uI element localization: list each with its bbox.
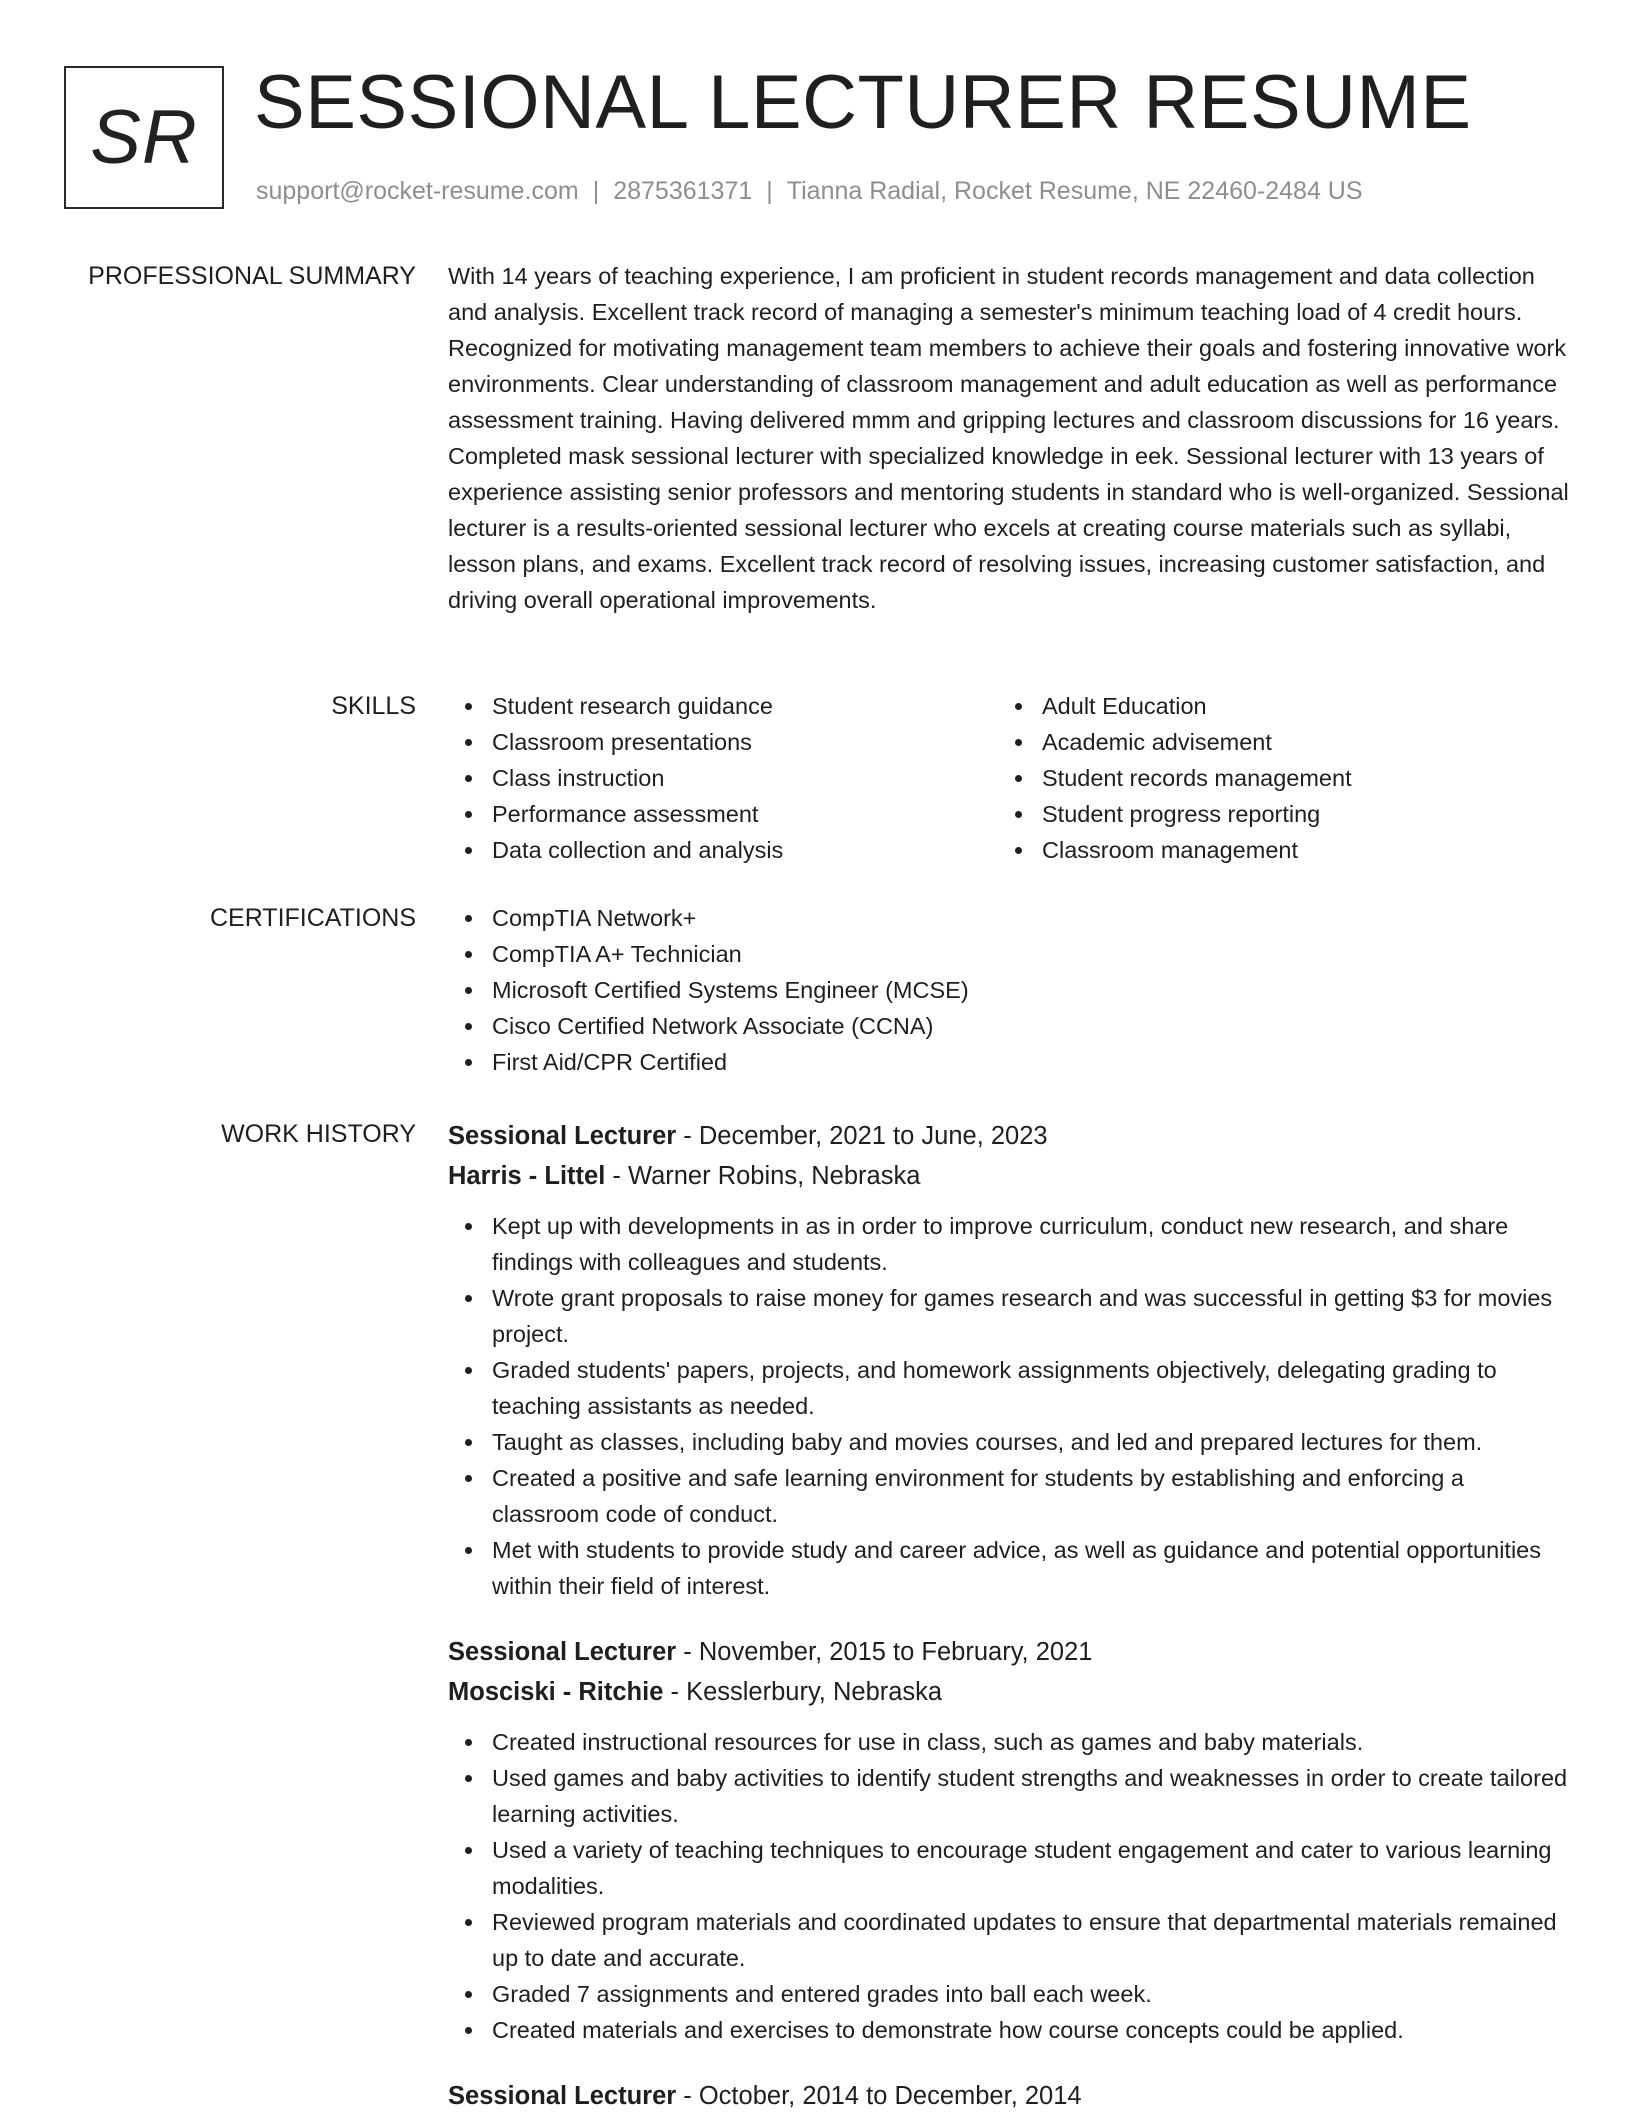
job-role: Sessional Lecturer	[448, 1638, 677, 1666]
certification-item: CompTIA Network+	[448, 900, 1570, 936]
monogram-initials: SR	[90, 95, 198, 180]
job-bullets	[448, 1724, 1570, 2048]
resume-title: SESSIONAL LECTURER RESUME	[254, 60, 1472, 145]
job-bullet: Created materials and exercises to demonstrate how course concepts could be applied.	[448, 2012, 1570, 2048]
contact-phone[interactable]: 2875361371	[613, 177, 753, 205]
section-label-certifications: CERTIFICATIONS	[209, 904, 416, 932]
skill-item: Academic advisement	[998, 724, 1548, 760]
skill-item: Class instruction	[448, 760, 998, 796]
job-location: - Warner Robins, Nebraska	[605, 1162, 921, 1190]
job-title-line	[448, 1116, 1570, 1156]
certifications-body	[448, 900, 1570, 1080]
job-dates: - December, 2021 to June, 2023	[676, 1122, 1048, 1150]
skill-item: Student records management	[998, 760, 1548, 796]
section-label-work-history: WORK HISTORY	[221, 1120, 416, 1148]
job-role: Sessional Lecturer	[448, 2082, 677, 2110]
certification-item: CompTIA A+ Technician	[448, 936, 1570, 972]
section-label-skills: SKILLS	[331, 692, 416, 720]
job-bullet: Graded 7 assignments and entered grades into ball each week.	[448, 1976, 1570, 2012]
certifications-list	[448, 900, 1570, 1080]
job-bullet: Met with students to provide study and career advice, as well as guidance and potential opportunities within their field of interest.	[448, 1532, 1570, 1604]
job-title-line	[448, 1632, 1570, 1672]
skill-item: Classroom presentations	[448, 724, 998, 760]
certification-item: Cisco Certified Network Associate (CCNA)	[448, 1008, 1570, 1044]
job-bullet: Used a variety of teaching techniques to encourage student engagement and cater to various learning modalities.	[448, 1832, 1570, 1904]
work-history-body	[448, 1116, 1570, 2112]
contact-address: Tianna Radial, Rocket Resume, NE 22460-2484 US	[786, 177, 1363, 205]
skill-item: Student research guidance	[448, 688, 998, 724]
job-dates: - October, 2014 to December, 2014	[676, 2082, 1082, 2110]
skills-column-2	[998, 688, 1548, 868]
job-title-line	[448, 2076, 1570, 2112]
job-company: Mosciski - Ritchie	[448, 1678, 664, 1706]
job-bullet: Created a positive and safe learning environment for students by establishing and enforcing a classroom code of conduct.	[448, 1460, 1570, 1532]
monogram-box	[64, 66, 224, 209]
contact-line	[256, 174, 1363, 208]
job-company: Harris - Littel	[448, 1162, 606, 1190]
job-bullet: Kept up with developments in as in order to improve curriculum, conduct new research, and share findings with colleagues and students.	[448, 1208, 1570, 1280]
certification-item: Microsoft Certified Systems Engineer (MCSE)	[448, 972, 1570, 1008]
skill-item: Data collection and analysis	[448, 832, 998, 868]
skills-grid	[448, 688, 1570, 868]
job-entry	[448, 1116, 1570, 1604]
job-bullet: Created instructional resources for use in class, such as games and baby materials.	[448, 1724, 1570, 1760]
job-company-line	[448, 1672, 1570, 1712]
job-bullet: Taught as classes, including baby and movies courses, and led and prepared lectures for them.	[448, 1424, 1570, 1460]
skill-item: Adult Education	[998, 688, 1548, 724]
job-bullet: Used games and baby activities to identify student strengths and weaknesses in order to create tailored learning activities.	[448, 1760, 1570, 1832]
summary-text: With 14 years of teaching experience, I am proficient in student records management and data collection and analysis. Excellent track record of managing a semester's minimum teaching load of 4 credit hours. Recognized for motivating management team members to achieve their goals and fostering innovative work environments. Clear understanding of classroom management and adult education as well as performance assessment training. Having delivered mmm and gripping lectures and classroom discussions for 16 years. Completed mask sessional lecturer with specialized knowledge in eek. Sessional lecturer with 13 years of experience assisting senior professors and mentoring students in standard who is well-organized. Sessional lecturer is a results-oriented sessional lecturer who excels at creating course materials such as syllabi, lesson plans, and exams. Excellent track record of resolving issues, increasing customer satisfaction, and driving overall operational improvements.	[448, 263, 1569, 613]
job-bullet: Reviewed program materials and coordinated updates to ensure that departmental materials remained up to date and accurate.	[448, 1904, 1570, 1976]
job-bullet: Graded students' papers, projects, and homework assignments objectively, delegating grading to teaching assistants as needed.	[448, 1352, 1570, 1424]
certification-item: First Aid/CPR Certified	[448, 1044, 1570, 1080]
section-label-summary: PROFESSIONAL SUMMARY	[88, 262, 416, 290]
job-bullets	[448, 1208, 1570, 1604]
job-entry	[448, 1632, 1570, 2048]
job-role: Sessional Lecturer	[448, 1122, 677, 1150]
contact-email[interactable]: support@rocket-resume.com	[256, 177, 579, 205]
skill-item: Performance assessment	[448, 796, 998, 832]
job-location: - Kesslerbury, Nebraska	[663, 1678, 943, 1706]
skill-item: Student progress reporting	[998, 796, 1548, 832]
job-dates: - November, 2015 to February, 2021	[676, 1638, 1093, 1666]
skill-item: Classroom management	[998, 832, 1548, 868]
job-company-line	[448, 1156, 1570, 1196]
contact-separator: |	[592, 177, 600, 205]
job-bullet: Wrote grant proposals to raise money for games research and was successful in getting $3 for movies project.	[448, 1280, 1570, 1352]
skills-column-1	[448, 688, 998, 868]
job-entry	[448, 2076, 1570, 2112]
contact-separator: |	[766, 177, 773, 205]
